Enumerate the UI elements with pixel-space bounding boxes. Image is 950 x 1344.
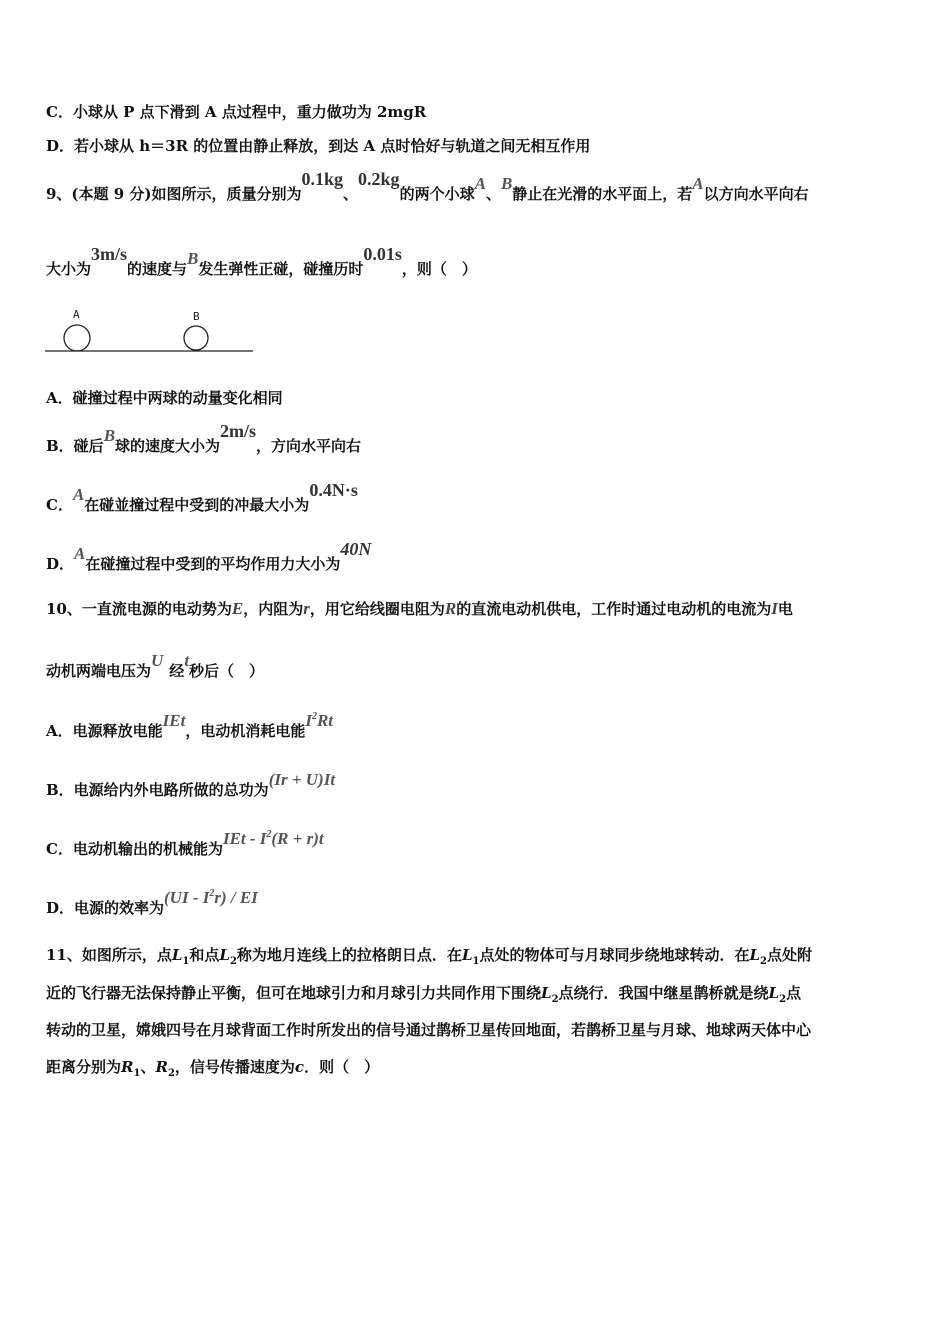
ball-a-label: A [73, 308, 80, 321]
ball-b-label: B [193, 310, 200, 323]
q11-stem-line4: 距离分别为$R_1$、$R_2$，信号传播速度为c．则（ ） [46, 1058, 380, 1079]
q9-option-a: A．碰撞过程中两球的动量变化相同 [46, 389, 283, 407]
q10-stem-line2: 动机两端电压为U经t秒后（ ） [46, 651, 265, 680]
q9-stem-line2: 大小为3m/s的速度与B发生弹性正碰，碰撞历时0.01s，则（ ） [46, 244, 477, 278]
q9-option-c: C．A在碰並撞过程中受到的冲最大小为0.4N·s [46, 480, 358, 514]
q10-option-b: B．电源给内外电路所做的总功为(Ir + U)It [46, 770, 336, 799]
q10-option-c: C．电动机输出的机械能为IEt - $I^2(R + r)t$ [46, 829, 324, 858]
q9-stem-line1: 9、(本题 9 分)如图所示，质量分别为0.1kg、0.2kg的两个小球A、B静止在光滑的水平面上，若A以方向水平向右 [46, 169, 809, 203]
q9-option-b: B．碰后B球的速度大小为2m/s，方向水平向右 [46, 421, 362, 455]
ball-a [64, 325, 90, 351]
q10-stem-line1: 10、一直流电源的电动势为E，内阻为r，用它给线圈电阻为R的直流电动机供电，工作时通过电动机的电流为I电 [46, 599, 793, 618]
q11-stem-line1: 11、如图所示，点$L_1$和点$L_2$称为地月连线上的拉格朗日点．在$L_1$点处的物体可与月球同步绕地球转动．在$L_2$点处附 [46, 946, 812, 967]
q11-stem-line2: 近的飞行器无法保持静止平衡，但可在地球引力和月球引力共同作用下围绕$L_2$点绕行．我国中继星鹊桥就是绕$L_2$点 [46, 984, 802, 1005]
q10-option-d: D．电源的效率为$(UI - I^2r)$ / EI [46, 888, 258, 917]
option-d-prev: D．若小球从 h＝3R 的位置由静止释放，到达 A 点时恰好与轨道之间无相互作用 [46, 137, 591, 155]
q11-stem-line3: 转动的卫星，嫦娥四号在月球背面工作时所发出的信号通过鹊桥卫星传回地面，若鹊桥卫星与月球、地球两天体中心 [46, 1021, 812, 1039]
q9-option-d: D．A在碰撞过程中受到的平均作用力大小为40N [46, 539, 372, 573]
option-c-prev: C．小球从 P 点下滑到 A 点过程中，重力做功为 2mgR [46, 103, 427, 121]
ball-b [184, 326, 208, 350]
q10-option-a: A．电源释放电能IEt，电动机消耗电能$I^2Rt$ [46, 711, 334, 740]
q9-figure [44, 306, 256, 356]
